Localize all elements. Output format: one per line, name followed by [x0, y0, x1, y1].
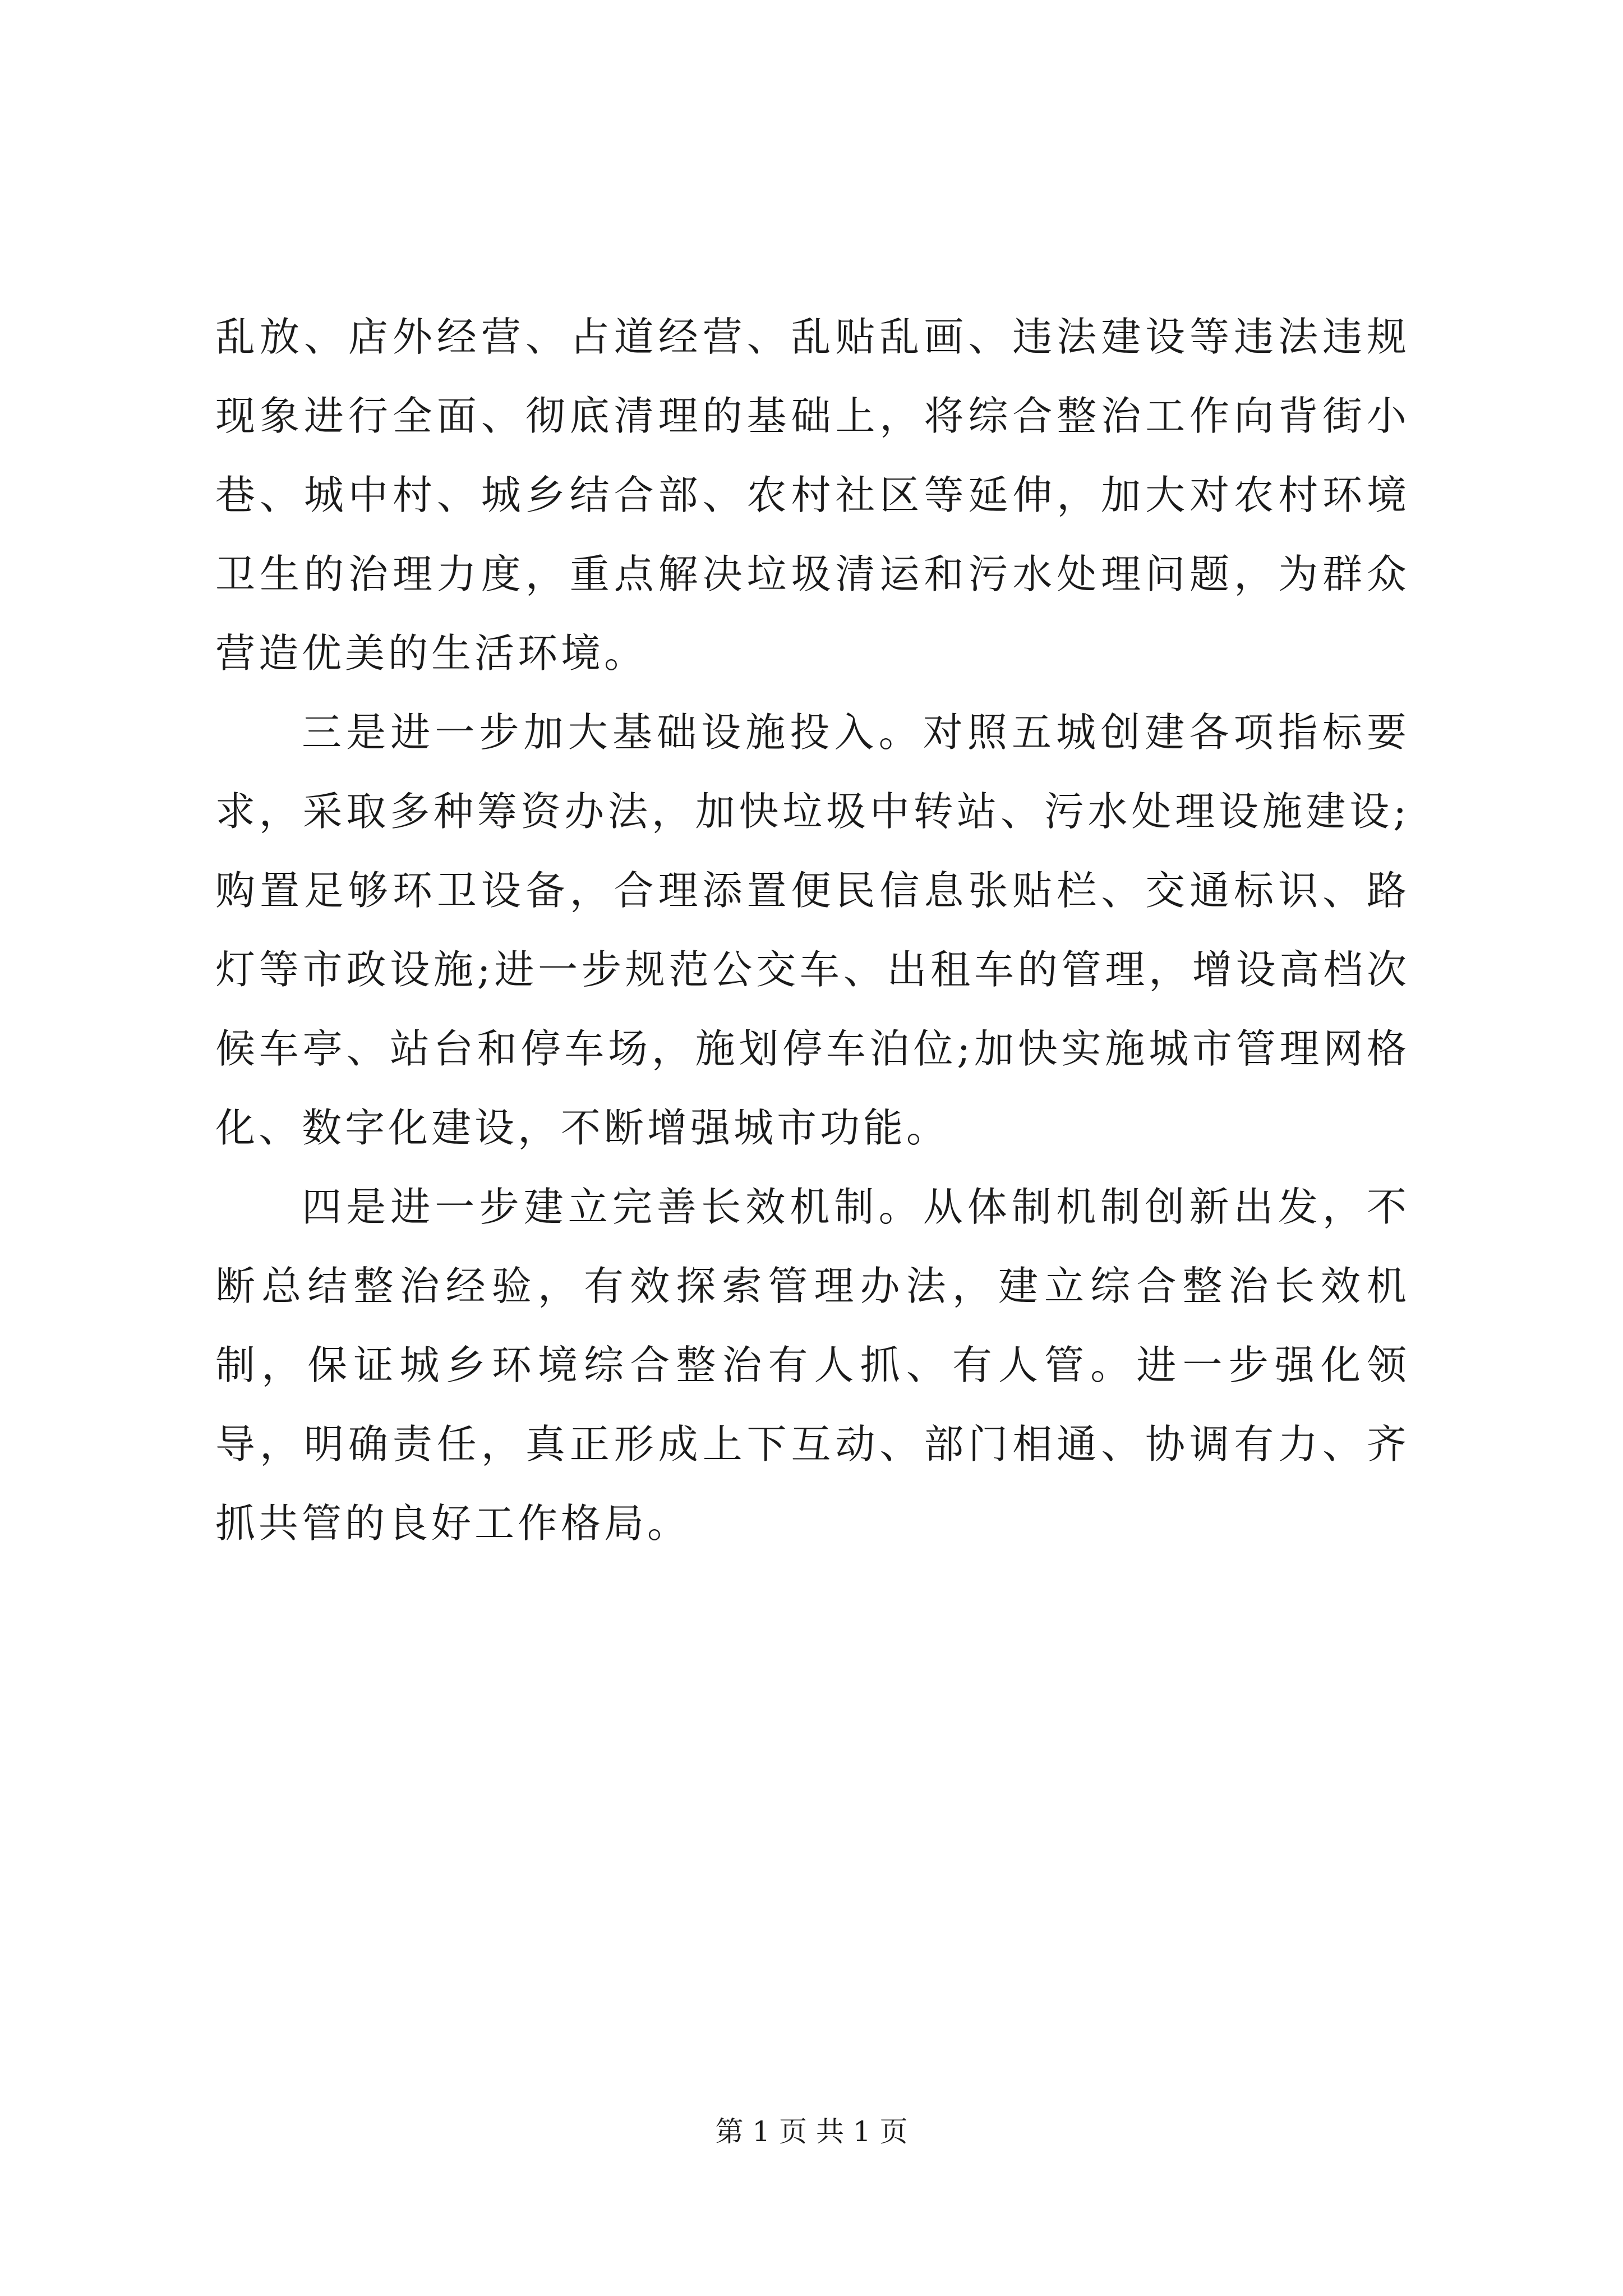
page-number-footer: 第 1 页 共 1 页: [715, 2115, 908, 2148]
document-body: [215, 297, 1410, 1563]
paragraph-mechanism: 四是进一步建立完善长效机制。从体制机制创新出发，不断总结整治经验，有效探索管理办法，建立综合整治长效机制，保证城乡环境综合整治有人抓、有人管。进一步强化领导，明确责任，真正形成上下互动、部门相通、协调有力、齐抓共管的良好工作格局。: [215, 1184, 1410, 1547]
paragraph-infrastructure: 三是进一步加大基础设施投入。对照五城创建各项指标要求，采取多种筹资办法，加快垃圾中转站、污水处理设施建设;购置足够环卫设备，合理添置便民信息张贴栏、交通标识、路灯等市政设施;进一步规范公交车、出租车的管理，增设高档次候车亭、站台和停车场，施划停车泊位;加快实施城市管理网格化、数字化建设，不断增强城市功能。: [215, 709, 1410, 1151]
paragraph-continuation: 乱放、店外经营、占道经营、乱贴乱画、违法建设等违法违规现象进行全面、彻底清理的基础上，将综合整治工作向背街小巷、城中村、城乡结合部、农村社区等延伸，加大对农村环境卫生的治理力度，重点解决垃圾清运和污水处理问题，为群众营造优美的生活环境。: [215, 314, 1410, 677]
